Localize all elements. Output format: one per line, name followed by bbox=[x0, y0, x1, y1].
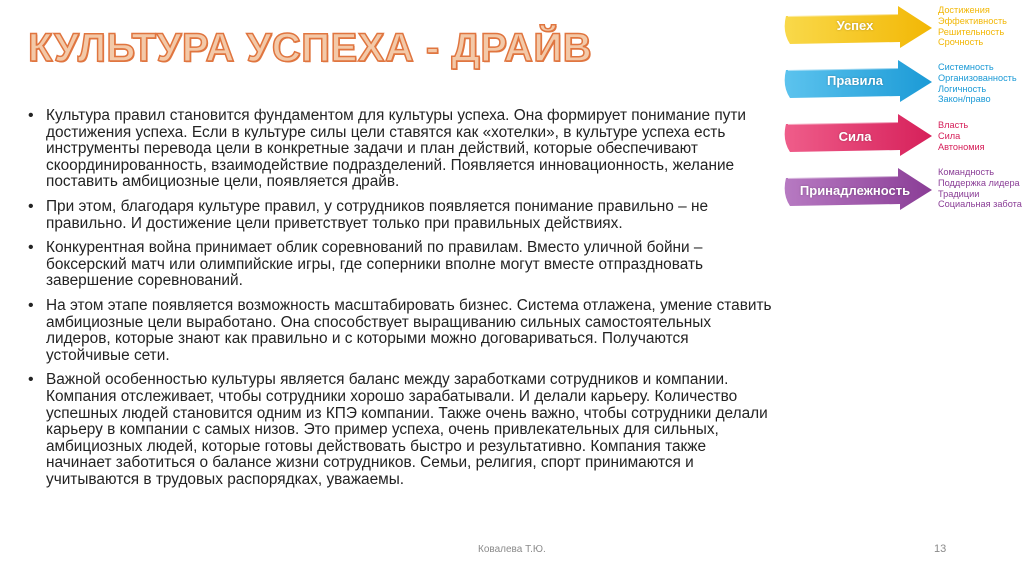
arrow-label: Успех bbox=[836, 18, 874, 33]
side-list-item: Системность bbox=[938, 62, 994, 72]
arrow-label: Принадлежность bbox=[799, 183, 911, 198]
side-list bbox=[938, 120, 985, 152]
bullet-item: • Конкурентная война принимает облик соревнований по правилам. Вместо уличной бойни – боксерский матч или олимпийские игры, где соперники вполне могут вместе отпраздновать завершение соревнований. bbox=[28, 240, 774, 290]
side-list-item: Организованность bbox=[938, 72, 1017, 83]
bullet-item: • Важной особенностью культуры является баланс между заработками сотрудников и компании. Компания отслеживает, чтобы сотрудники хорошо зарабатывали. И делали карьеру. Количество успешных людей становится одним из КПЭ компании. Также очень важно, чтобы сотрудники делали карьеру в компании с самых низов. Это пример успеха, очень привлекательных для сильных, амбициозных людей, которые готовы действовать быстро и результативно. Компания также начинает заботиться о балансе жизни сотрудников. Семьи, религия, спорт принимаются и учитываются в трудовых распорядках, уважаемы. bbox=[28, 372, 774, 488]
arrow-label: Правила bbox=[827, 73, 883, 88]
arrow-row-belonging bbox=[780, 164, 1024, 214]
side-list bbox=[938, 5, 1007, 48]
side-list-item: Поддержка лидера bbox=[938, 177, 1020, 188]
side-list-item: Власть bbox=[938, 120, 969, 130]
side-list-item: Достижения bbox=[938, 5, 990, 15]
bullet-item: • При этом, благодаря культуре правил, у сотрудников появляется понимание правильно – не правильно. И достижение цели приветствует только при правильных действиях. bbox=[28, 199, 774, 232]
side-list-item: Традиции bbox=[938, 188, 980, 199]
side-list-item: Сила bbox=[938, 130, 961, 141]
culture-types-diagram bbox=[780, 0, 1024, 220]
side-list-item: Закон/право bbox=[938, 94, 991, 105]
arrow-row-success bbox=[780, 2, 1024, 52]
page-number: 13 bbox=[934, 543, 947, 555]
arrow-row-rules bbox=[780, 56, 1024, 106]
bullet-item: • На этом этапе появляется возможность масштабировать бизнес. Система отлажена, умение ставить амбициозные цели выработано. Она способствует выращиванию сильных самостоятельных лидеров, которые знают как правильно и с которыми можно договариваться. Получаются устойчивые сети. bbox=[28, 298, 774, 364]
arrow-label: Сила bbox=[838, 129, 872, 144]
side-list bbox=[938, 167, 1022, 210]
bullet-list bbox=[28, 108, 774, 496]
side-list-item: Командность bbox=[938, 167, 995, 177]
arrow-row-power bbox=[780, 110, 1024, 160]
bullet-item: • Культура правил становится фундаментом для культуры успеха. Она формирует понимание пути достижения успеха. Если в культуре силы цели ставятся как «хотелки», в культуре успеха есть инструменты перевода цели в конкретные задачи и план действий, которые обеспечивают скоординированность, взаимодействие подразделений. Появляется инновационность, желание поставить амбициозные цели, появляется драйв. bbox=[28, 108, 774, 191]
slide-title: КУЛЬТУРА УСПЕХА - ДРАЙВ bbox=[28, 26, 593, 70]
side-list-item: Логичность bbox=[938, 83, 987, 94]
side-list-item: Эффективность bbox=[938, 15, 1007, 26]
side-list bbox=[938, 62, 1017, 105]
footer-author: Ковалева Т.Ю. bbox=[478, 544, 546, 555]
side-list-item: Социальная забота bbox=[938, 199, 1022, 210]
side-list-item: Решительность bbox=[938, 26, 1005, 37]
side-list-item: Срочность bbox=[938, 37, 984, 48]
side-list-item: Автономия bbox=[938, 141, 985, 152]
